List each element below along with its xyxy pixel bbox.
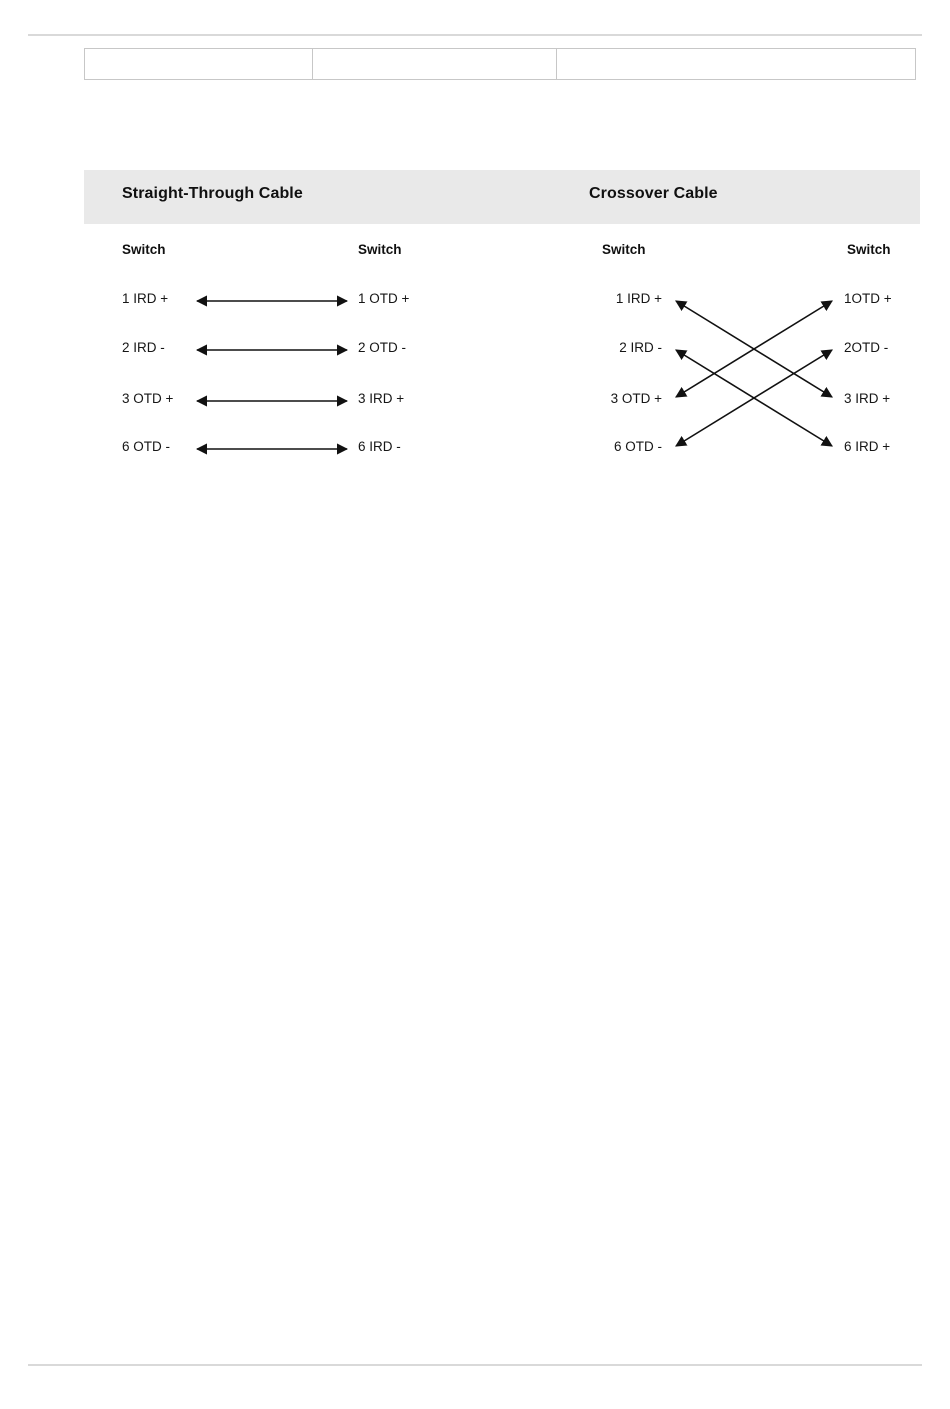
header-table-cell xyxy=(313,49,557,79)
straight-left-pin: 6 OTD - xyxy=(122,439,171,454)
straight-right-pin: 3 IRD + xyxy=(358,391,405,406)
straight-left-device-label: Switch xyxy=(122,242,166,257)
header-table xyxy=(84,48,916,80)
page-top-rule xyxy=(28,34,922,36)
straight-right-pin: 2 OTD - xyxy=(358,340,407,355)
straight-right-device-label: Switch xyxy=(358,242,402,257)
header-table-cell xyxy=(85,49,313,79)
crossover-title: Crossover Cable xyxy=(589,185,718,202)
crossover-right-pin: 6 IRD + xyxy=(844,439,891,454)
straight-through-title: Straight-Through Cable xyxy=(122,185,303,202)
crossover-left-pin: 1 IRD + xyxy=(615,291,662,306)
cable-wiring-diagram xyxy=(84,170,920,490)
crossover-left-device-label: Switch xyxy=(602,242,646,257)
crossover-left-pin: 3 OTD + xyxy=(610,391,662,406)
straight-left-pin: 3 OTD + xyxy=(122,391,174,406)
crossover-left-pin: 2 IRD - xyxy=(619,340,662,355)
crossover-right-pin: 1OTD + xyxy=(844,291,892,306)
page-bottom-rule xyxy=(28,1364,922,1366)
straight-left-pin: 2 IRD - xyxy=(122,340,165,355)
crossover-right-pin: 2OTD - xyxy=(844,340,889,355)
straight-left-pin: 1 IRD + xyxy=(122,291,169,306)
wire-arrows xyxy=(84,170,920,490)
crossover-right-pin: 3 IRD + xyxy=(844,391,891,406)
straight-right-pin: 1 OTD + xyxy=(358,291,410,306)
crossover-right-device-label: Switch xyxy=(847,242,891,257)
straight-right-pin: 6 IRD - xyxy=(358,439,401,454)
header-table-cell xyxy=(557,49,915,79)
crossover-left-pin: 6 OTD - xyxy=(613,439,662,454)
